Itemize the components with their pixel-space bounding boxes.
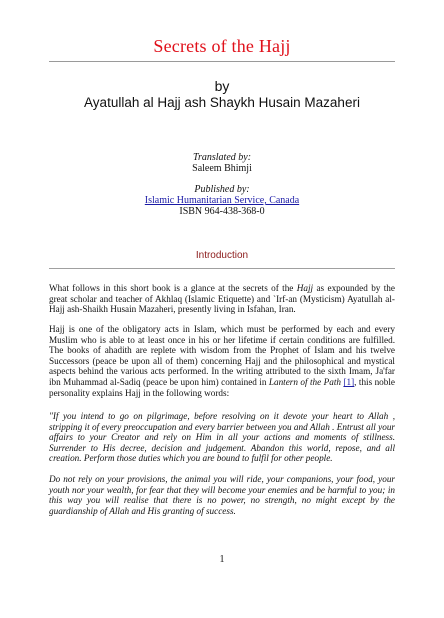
- p2-emphasis: Lantern of the Path: [268, 376, 341, 387]
- paragraph-1: [49, 283, 395, 315]
- section-heading: Introduction: [195, 250, 249, 261]
- by-line: by: [214, 78, 230, 94]
- publisher-link[interactable]: Islamic Humanitarian Service, Canada: [144, 195, 300, 206]
- p4-text: Do not rely on your provisions, the animal you will ride, your companions, your food, your youth nor your wealth, for fear that they will become your enemies and be harmful to you; in this way you will realise that there is no power, no strength, no might except by the guardianship of Allah and His granting of success.: [49, 474, 395, 516]
- translator-name: Saleem Bhimji: [192, 163, 252, 174]
- document-title: Secrets of the Hajj: [153, 36, 291, 56]
- isbn-line: [0, 206, 444, 217]
- publisher-line: [0, 195, 444, 206]
- p1-text-b: as expounded by the great scholar and teacher of Akhlaq (Islamic Etiquette) and `Irf-an (Mysticism) Ayatullah al-Hajj ash-Shaikh Husain Mazaheri, presently living in Isfahan, Iran.: [49, 283, 395, 315]
- p2-text-b: , this noble personality explains Hajj in the following words:: [49, 376, 396, 398]
- p3-text: "If you intend to go on pilgrimage, before resolving on it devote your heart to Allah , stripping it of every preoccupation and every barrier between you and Allah . Entrust all your affairs to your Creator and rely on Him in all your actions and moments of stillness. Surrender to His decree, decision and judgement. Abandon this world, repose, and all creation. Perform those duties which you are bound to fulfil for other people.: [49, 411, 395, 464]
- translated-by-label: Translated by:: [192, 152, 252, 163]
- p1-text-a: What follows in this short book is a glance at the secrets of the: [49, 283, 297, 293]
- p2-text-a: Hajj is one of the obligatory acts in Islam, which must be performed by each and every Muslim who is able to at least once in his or her lifetime if certain conditions are fulfilled. The books of ahadith are replete with wisdom from the Prophet of Islam and his twelve Successors (peace be upon all of them) concerning Hajj and the philosophical and mystical aspects behind the various acts performed. In the writing attributed to the sixth Imam, Ja'far ibn Muhammad al-Sadiq (peace be upon him) contained in: [49, 324, 395, 387]
- translator-line: [0, 163, 444, 174]
- paragraph-4: [49, 474, 395, 516]
- title-divider: [49, 61, 395, 62]
- isbn: ISBN 964-438-368-0: [179, 206, 265, 217]
- translated-label: [0, 152, 444, 163]
- paragraph-2: [49, 324, 395, 398]
- published-by-label: Published by:: [194, 184, 250, 195]
- footnote-link[interactable]: [1]: [343, 376, 355, 387]
- author-name: Ayatullah al Hajj ash Shaykh Husain Mazaheri: [84, 95, 360, 110]
- paragraph-3: [49, 411, 395, 464]
- section-divider: [49, 268, 395, 269]
- published-label-line: [0, 184, 444, 195]
- p1-emphasis: Hajj: [296, 283, 314, 293]
- page-number: 1: [219, 554, 225, 565]
